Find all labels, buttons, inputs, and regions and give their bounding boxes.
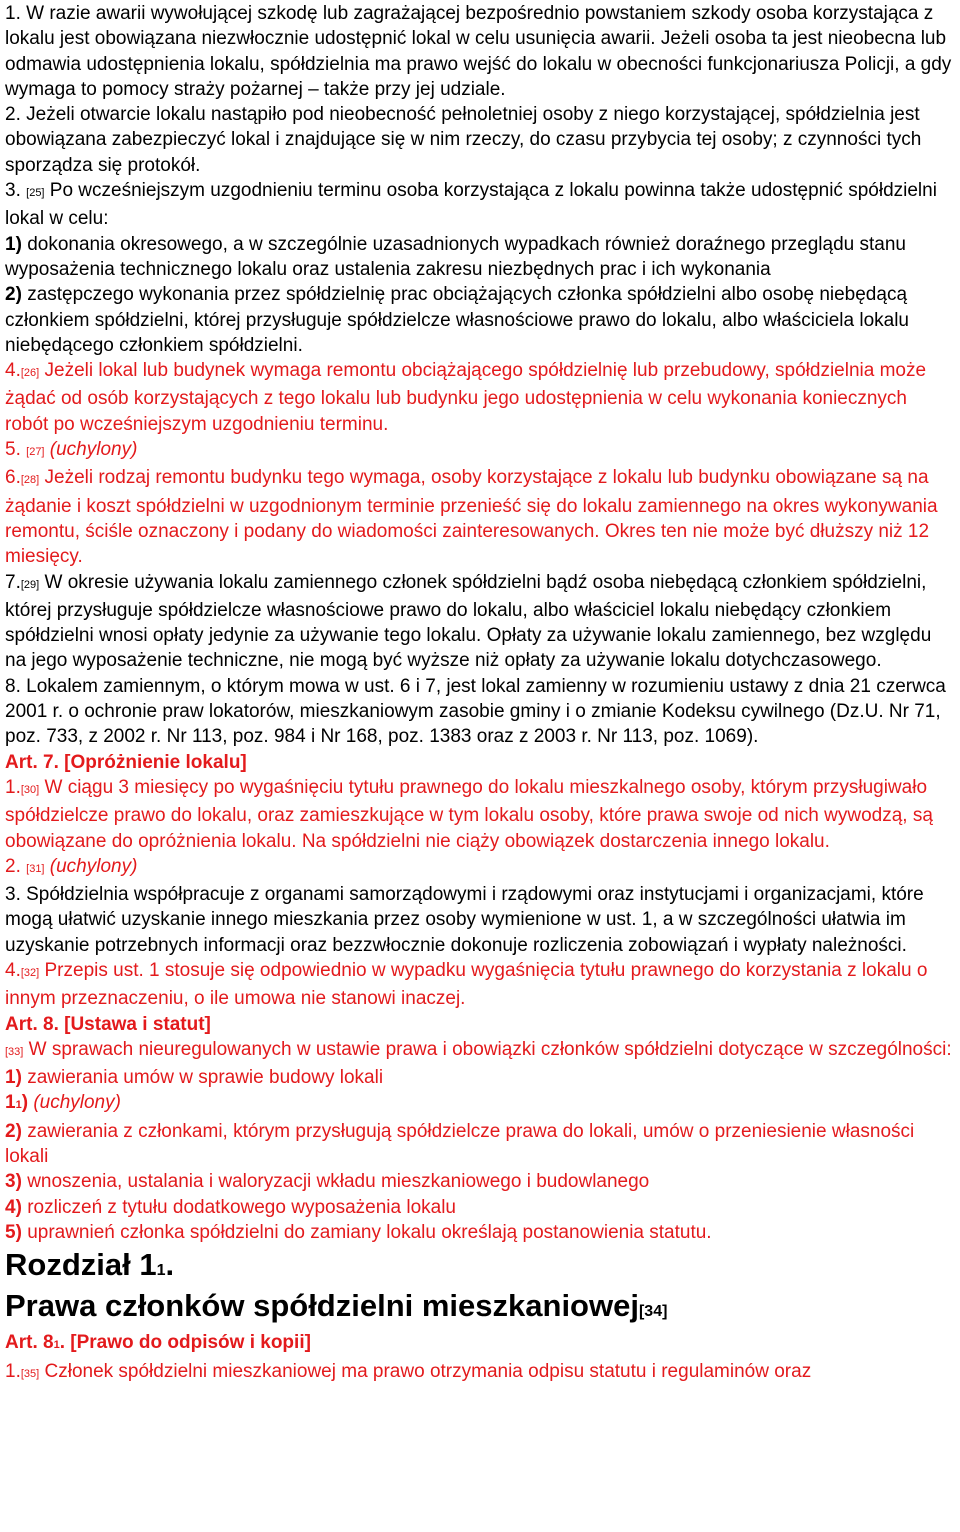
footnote-ref[interactable]: [28] bbox=[20, 474, 40, 487]
point-number: 1) bbox=[5, 233, 22, 255]
paragraph-1: 1. W razie awarii wywołującej szkodę lub zagrażającej bezpośrednio powstaniem szkody osoba korzystająca z lokalu jest obowiązana niezwłocznie udostępnić lokal w celu usunięcia awarii. Jeżeli osoba ta jest nieobecna lub odmawia udostępnienia lokalu, spółdzielnia ma prawo wejść do lokalu w obecności funkcjonariusza Policji, a gdy wymaga to pomocy straży pożarnej – także przy jej udziale. bbox=[5, 3, 952, 100]
footnote-ref[interactable]: [25] bbox=[26, 187, 45, 200]
paragraph-number: 2. bbox=[5, 855, 21, 877]
chapter-number-sub: 1 bbox=[156, 1262, 166, 1280]
point-number: 2) bbox=[5, 284, 22, 306]
article-8-1-paragraph-1 bbox=[5, 1359, 955, 1387]
paragraph-text: Jeżeli rodzaj remontu budynku tego wymaga, osoby korzystające z lokalu lub budynku obowiązane są na żądanie i koszt spółdzielni w uzgodnionym terminie przenieść się do lokalu zamiennego na okres wykonywania remontu, ściśle oznaczony i podany do wiadomości zainteresowanych. Okres ten nie może być dłuższy niż 12 miesięcy. bbox=[5, 467, 938, 568]
paragraph-number: 5. bbox=[5, 439, 21, 461]
footnote-ref[interactable]: [32] bbox=[20, 966, 40, 979]
article-8-point-3 bbox=[5, 1169, 955, 1194]
paragraph-text: Jeżeli lokal lub budynek wymaga remontu obciążającego spółdzielnię lub przebudowy, spółdzielnia może żądać od osób korzystających z tego lokalu lub budynku jego udostępnienia w celu wykonania koniecznych robót po wcześniejszym uzgodnieniu terminu. bbox=[5, 360, 927, 435]
article-7-paragraph-3: 3. Spółdzielnia współpracuje z organami samorządowymi i rządowymi oraz instytucjami i organizacjami, które mogą ułatwić uzyskanie innego mieszkania przez osoby wymienione w ust. 1, a w szczególności ułatwia im uzyskanie potrzebnych informacji oraz bezzwłocznie dokonuje rozliczenia zobowiązań i wypłaty należności. bbox=[5, 884, 924, 956]
article-8-point-2 bbox=[5, 1119, 955, 1170]
paragraph-text: W ciągu 3 miesięcy po wygaśnięciu tytułu prawnego do lokalu mieszkalnego osoby, którym przysługiwało spółdzielcze prawo do lokalu, oraz zamieszkujące w tym lokalu osoby, które prawa swoje od nich wywodzą, są obowiązane do opróżnienia lokalu. Na spółdzielni nie ciąży obowiązek dostarczenia innego lokalu. bbox=[5, 776, 933, 852]
paragraph-number: 4. bbox=[5, 360, 21, 382]
footnote-ref[interactable]: [29] bbox=[20, 578, 40, 591]
article-8-heading: Art. 8. [Ustawa i statut] bbox=[5, 1013, 211, 1035]
footnote-ref[interactable]: [31] bbox=[26, 862, 45, 875]
paragraph-5 bbox=[5, 437, 955, 465]
paragraph-number: 7. bbox=[5, 571, 21, 593]
point-text: zawierania umów w sprawie budowy lokali bbox=[27, 1067, 384, 1089]
article-8-1-heading bbox=[5, 1330, 955, 1358]
chapter-label bbox=[5, 1248, 955, 1288]
paragraph-3-point-1 bbox=[5, 232, 955, 283]
point-number: 5) bbox=[5, 1221, 22, 1243]
footnote-ref[interactable]: [34] bbox=[638, 1303, 668, 1321]
chapter-title-text: Prawa członków spółdzielni mieszkaniowej bbox=[5, 1288, 639, 1324]
article-7-paragraph-1 bbox=[5, 775, 955, 854]
point-number-sub: 1 bbox=[15, 1099, 22, 1112]
article-8-point-1a bbox=[5, 1090, 955, 1118]
paragraph-8: 8. Lokalem zamiennym, o którym mowa w ust. 6 i 7, jest lokal zamienny w rozumieniu ustawy z dnia 21 czerwca 2001 r. o ochronie praw lokatorów, mieszkaniowym zasobie gminy i o zmianie Kodeksu cywilnego (Dz.U. Nr 71, poz. 733, z 2002 r. Nr 113, poz. 984 i Nr 168, poz. 1383 oraz z 2003 r. Nr 113, poz. 1069). bbox=[5, 675, 946, 748]
point-number-paren: ) bbox=[21, 1092, 29, 1114]
point-number: 1) bbox=[5, 1067, 22, 1089]
article-sub: 1 bbox=[53, 1339, 60, 1352]
paragraph-4 bbox=[5, 358, 955, 437]
footnote-ref[interactable]: [26] bbox=[20, 367, 40, 380]
chapter-title bbox=[5, 1288, 955, 1330]
paragraph-6 bbox=[5, 465, 955, 569]
paragraph-text: Członek spółdzielni mieszkaniowej ma prawo otrzymania odpisu statutu i regulaminów oraz bbox=[44, 1360, 812, 1382]
paragraph-7 bbox=[5, 570, 955, 674]
paragraph-3-point-2 bbox=[5, 282, 955, 358]
point-number: 4) bbox=[5, 1196, 22, 1218]
paragraph-number: 1. bbox=[5, 776, 21, 798]
article-7-heading: Art. 7. [Opróżnienie lokalu] bbox=[5, 751, 247, 773]
point-text: (uchylony) bbox=[33, 1092, 121, 1114]
point-number-main: 1 bbox=[5, 1092, 16, 1114]
paragraph-number: 4. bbox=[5, 959, 21, 981]
paragraph-number: 1. bbox=[5, 1360, 21, 1382]
article-8-point-5 bbox=[5, 1220, 955, 1245]
paragraph-2: 2. Jeżeli otwarcie lokalu nastąpiło pod nieobecność pełnoletniej osoby z niego korzystającej, spółdzielnia jest obowiązana zabezpieczyć lokal i znajdujące się w nim rzeczy, do czasu przybycia tej osoby; z czynności tych sporządza się protokół. bbox=[5, 104, 922, 176]
article-7-paragraph-2 bbox=[5, 854, 955, 882]
chapter-number: Rozdział 1 bbox=[5, 1247, 157, 1283]
paragraph-text: Po wcześniejszym uzgodnieniu terminu osoba korzystająca z lokalu powinna także udostępnić spółdzielni lokal w celu: bbox=[5, 180, 937, 230]
article-8-point-1 bbox=[5, 1065, 955, 1090]
point-number: 2) bbox=[5, 1120, 22, 1142]
point-number: 3) bbox=[5, 1171, 22, 1193]
point-text: zawierania z członkami, którym przysługują spółdzielcze prawa do lokali, umów o przeniesienie własności lokali bbox=[5, 1120, 915, 1168]
footnote-ref[interactable]: [30] bbox=[20, 783, 40, 796]
paragraph-number: 3. bbox=[5, 180, 21, 202]
paragraph-text: W okresie używania lokalu zamiennego członek spółdzielni bądź osoba niebędącą członkiem spółdzielni, której przysługuje spółdzielcze własnościowe prawo do lokalu, albo właściciel lokalu niebędący członkiem spółdzielni wnosi opłaty jedynie za używanie tego lokalu. Opłaty za używanie lokalu zamiennego, bez względu na jego wyposażenie techniczne, nie mogą być wyższe niż opłaty za używanie lokalu dotychczasowego. bbox=[5, 571, 932, 672]
paragraph-text: Przepis ust. 1 stosuje się odpowiednio w wypadku wygaśnięcia tytułu prawnego do korzystania z lokalu o innym przeznaczeniu, o ile umowa nie stanowi inaczej. bbox=[5, 959, 928, 1010]
paragraph-text: (uchylony) bbox=[49, 855, 138, 877]
footnote-ref[interactable]: [35] bbox=[20, 1367, 40, 1380]
article-8-intro bbox=[5, 1037, 955, 1065]
point-text: uprawnień członka spółdzielni do zamiany lokalu określają postanowienia statutu. bbox=[27, 1221, 712, 1243]
article-prefix: Art. 8 bbox=[5, 1332, 54, 1354]
paragraph-text: (uchylony) bbox=[49, 439, 138, 461]
footnote-ref[interactable]: [33] bbox=[5, 1045, 24, 1058]
article-7-paragraph-4 bbox=[5, 958, 955, 1012]
point-text: dokonania okresowego, a w szczególnie uzasadnionych wypadkach również doraźnego przeglądu stanu wyposażenia technicznego lokalu oraz ustalenia zakresu niezbędnych prac i ich wykonania bbox=[5, 233, 906, 280]
paragraph-text: W sprawach nieuregulowanych w ustawie prawa i obowiązki członków spółdzielni dotyczące w szczególności: bbox=[28, 1038, 952, 1060]
paragraph-number: 6. bbox=[5, 467, 21, 489]
footnote-ref[interactable]: [27] bbox=[26, 446, 45, 459]
article-8-point-4 bbox=[5, 1195, 955, 1220]
point-number bbox=[5, 1092, 28, 1113]
paragraph-3 bbox=[5, 178, 955, 232]
point-text: zastępczego wykonania przez spółdzielnię prac obciążających członka spółdzielni albo osobę niebędącą członkiem spółdzielni, której przysługuje spółdzielcze własnościowe prawo do lokalu, albo właściciela lokalu niebędącego członkiem spółdzielni. bbox=[5, 284, 909, 356]
chapter-dot: . bbox=[165, 1247, 175, 1283]
point-text: rozliczeń z tytułu dodatkowego wyposażenia lokalu bbox=[27, 1196, 456, 1218]
point-text: wnoszenia, ustalania i waloryzacji wkładu mieszkaniowego i budowlanego bbox=[27, 1171, 650, 1193]
article-title: . [Prawo do odpisów i kopii] bbox=[59, 1332, 311, 1354]
